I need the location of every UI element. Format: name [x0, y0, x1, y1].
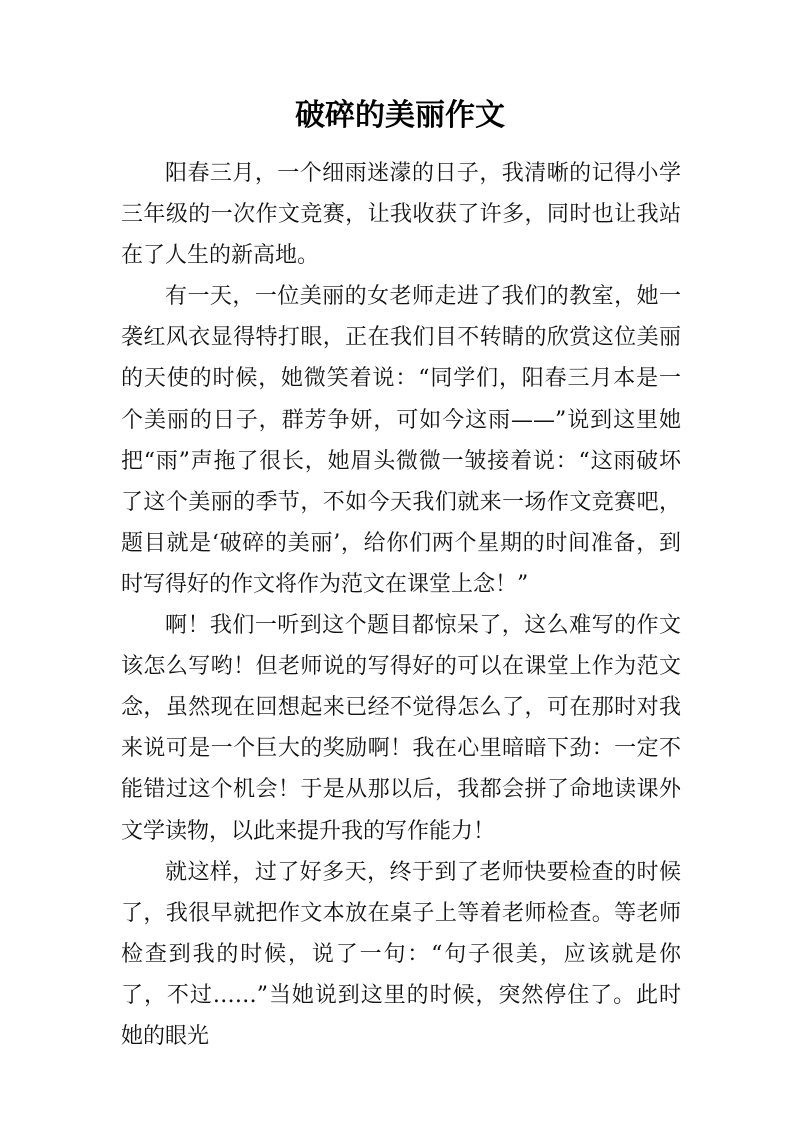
- paragraph: 就这样，过了好多天，终于到了老师快要检查的时候了，我很早就把作文本放在桌子上等着老师检查。等老师检查到我的时候，说了一句：“句子很美，应该就是你了，不过……”当她说到这里的时候，突然停住了。此时她的眼光: [121, 859, 681, 1049]
- document-body: [121, 153, 681, 1057]
- paragraph: 有一天，一位美丽的女老师走进了我们的教室，她一袭红风衣显得特打眼，正在我们目不转睛的欣赏这位美丽的天使的时候，她微笑着说：“同学们，阳春三月本是一个美丽的日子，群芳争妍，可如今这雨——”说到这里她把“雨”声拖了很长，她眉头微微一皱接着说：“这雨破坏了这个美丽的季节，不如今天我们就来一场作文竞赛吧，题目就是‘破碎的美丽’，给你们两个星期的时间准备，到时写得好的作文将作为范文在课堂上念！”: [121, 284, 681, 597]
- paragraph: 啊！我们一听到这个题目都惊呆了，这么难写的作文该怎么写哟！但老师说的写得好的可以在课堂上作为范文念，虽然现在回想起来已经不觉得怎么了，可在那时对我来说可是一个巨大的奖励啊！我在心里暗暗下劲：一定不能错过这个机会！于是从那以后，我都会拼了命地读课外文学读物，以此来提升我的写作能力！: [121, 613, 681, 844]
- document-title: 破碎的美丽作文: [295, 98, 505, 133]
- paragraph: 阳春三月，一个细雨迷濛的日子，我清晰的记得小学三年级的一次作文竞赛，让我收获了许多，同时也让我站在了人生的新高地。: [121, 161, 681, 269]
